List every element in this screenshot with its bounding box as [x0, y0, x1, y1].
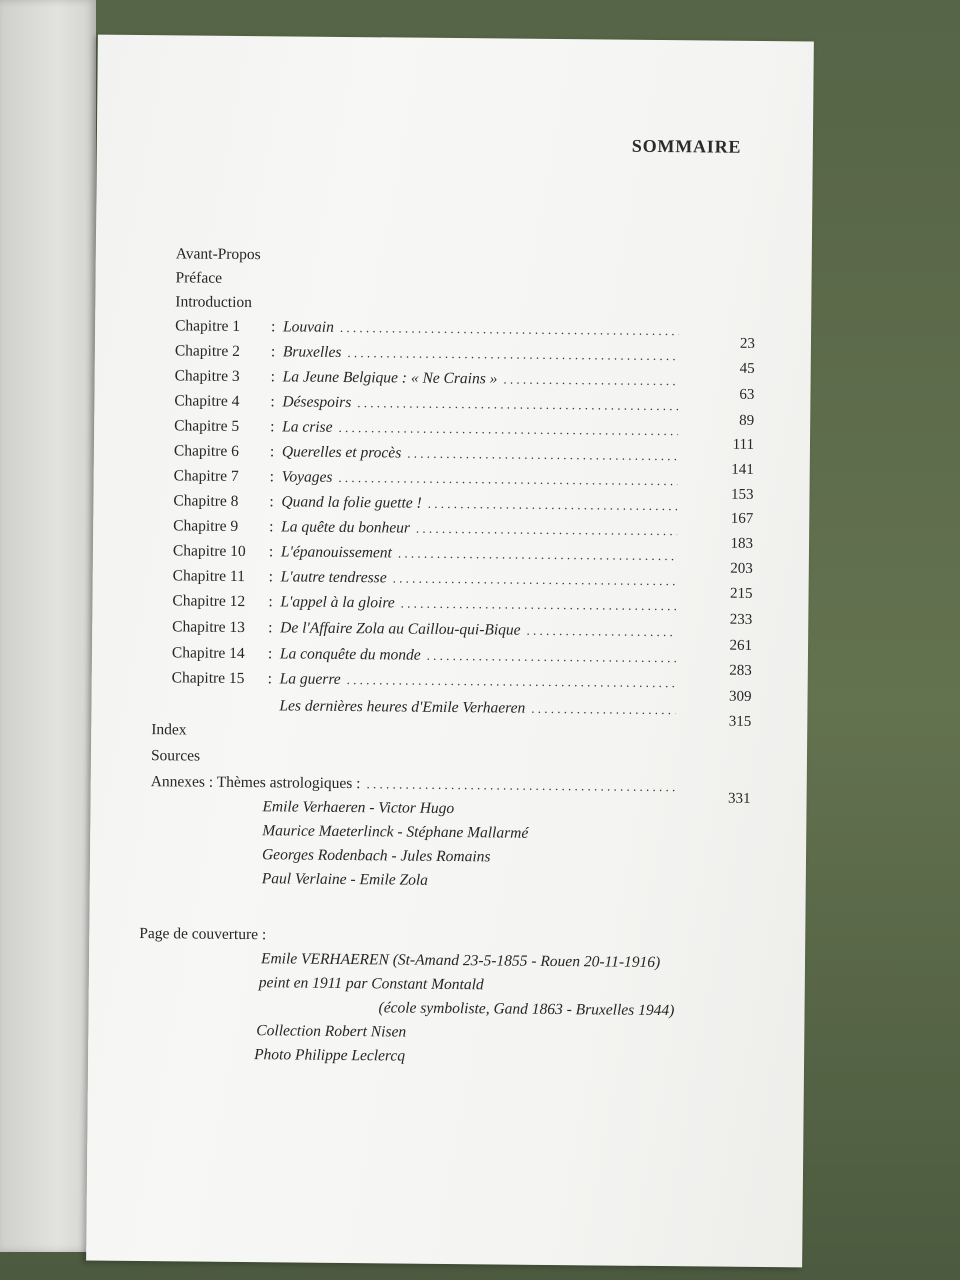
- front-matter-item: Préface: [175, 269, 223, 287]
- page-number: 63: [739, 386, 755, 403]
- cover-label: Page de couverture :: [139, 925, 267, 944]
- toc-entry: Chapitre 14 : La conquête du monde . . .: [172, 644, 682, 671]
- annexes-label: Annexes : Thèmes astrologiques :: [150, 773, 361, 793]
- epilogue-title: Les dernières heures d'Emile Verhaeren: [279, 697, 526, 717]
- contents-page: [86, 35, 814, 1268]
- chapter-title: L'épanouissement: [280, 543, 392, 562]
- annex-item: Maurice Maeterlinck - Stéphane Mallarmé: [262, 822, 529, 842]
- index-label: Index: [151, 721, 187, 739]
- page-number: 203: [730, 560, 753, 577]
- chapter-label: Chapitre 13: [172, 618, 246, 637]
- front-matter-item: Avant-Propos: [175, 245, 261, 264]
- page-number: 23: [739, 335, 756, 352]
- chapter-title: Louvain: [283, 318, 334, 336]
- dot-leader: [401, 596, 677, 615]
- annex-item: Georges Rodenbach - Jules Romains: [261, 846, 491, 866]
- chapter-label: Chapitre 8: [173, 492, 239, 510]
- dot-leader: [531, 701, 675, 718]
- page-number: 111: [732, 436, 755, 453]
- page-number: 89: [739, 412, 755, 429]
- chapter-title: Quand la folie guette !: [281, 493, 422, 512]
- dot-leader: [393, 570, 677, 589]
- chapter-title: La Jeune Belgique : « Ne Crains »: [282, 368, 498, 388]
- page-number: 233: [729, 611, 753, 628]
- chapter-label: Chapitre 4: [174, 392, 240, 410]
- page-number: 183: [730, 535, 754, 552]
- dot-leader: [503, 372, 678, 390]
- chapter-label: Chapitre 10: [172, 542, 246, 561]
- chapter-label: Chapitre 15: [171, 669, 245, 688]
- page-number: 153: [730, 486, 754, 503]
- cover-line: Emile VERHAEREN (St-Amand 23-5-1855 - Rouen 20-11-1916): [260, 950, 661, 972]
- toc-entry: Chapitre 1 : Louvain . . .: [175, 317, 685, 344]
- toc-entry: Chapitre 7 : Voyages . . .: [174, 467, 684, 494]
- page-number: 261: [729, 637, 753, 654]
- cover-line: Collection Robert Nisen: [256, 1022, 407, 1041]
- toc-entry: Chapitre 3 : La Jeune Belgique : « Ne Crains » . . .: [174, 367, 684, 394]
- chapter-label: Chapitre 11: [172, 567, 245, 586]
- cover-line: (école symboliste, Gand 1863 - Bruxelles 1944): [378, 999, 675, 1020]
- chapter-label: Chapitre 7: [173, 467, 239, 485]
- toc-entry: Chapitre 11 : L'autre tendresse . . .: [173, 567, 683, 594]
- chapter-label: Chapitre 12: [172, 592, 246, 611]
- toc-entry: Chapitre 13 : De l'Affaire Zola au Caillou-qui-Bique . . .: [172, 618, 682, 645]
- chapter-title: L'autre tendresse: [280, 568, 387, 587]
- page-number: 167: [730, 510, 754, 527]
- chapter-title: La crise: [282, 418, 333, 436]
- toc-entry: Chapitre 15 : La guerre . . .: [172, 669, 682, 696]
- dot-leader: [347, 345, 679, 364]
- chapter-title: De l'Affaire Zola au Caillou-qui-Bique: [280, 619, 521, 639]
- dot-leader: [366, 776, 674, 795]
- dot-leader: [338, 420, 678, 439]
- page-number: 283: [729, 662, 752, 679]
- chapter-title: Voyages: [281, 468, 333, 486]
- annex-item: Emile Verhaeren - Victor Hugo: [262, 798, 455, 818]
- chapter-title: La conquête du monde: [279, 645, 421, 664]
- dot-leader: [407, 446, 678, 465]
- dot-leader: [357, 395, 678, 414]
- toc-entry: Chapitre 4 : Désespoirs . . .: [174, 392, 684, 419]
- dot-leader: [338, 470, 677, 489]
- chapter-label: Chapitre 14: [171, 644, 245, 663]
- toc-entry-epilogue: [279, 697, 681, 723]
- chapter-title: Querelles et procès: [281, 443, 402, 462]
- page-number: 331: [728, 790, 751, 807]
- table-of-contents: [86, 35, 814, 1268]
- chapter-label: Chapitre 2: [174, 342, 240, 360]
- facing-page-edge: [0, 0, 96, 1252]
- chapter-label: Chapitre 6: [173, 442, 239, 460]
- chapter-title: L'appel à la gloire: [280, 593, 395, 612]
- dot-leader: [340, 320, 679, 339]
- toc-entry: Chapitre 9 : La quête du bonheur . . .: [173, 517, 683, 544]
- chapter-title: La guerre: [279, 670, 341, 688]
- cover-line: Photo Philippe Leclercq: [254, 1046, 406, 1065]
- page-number: 215: [729, 585, 753, 602]
- toc-entry: Chapitre 8 : Quand la folie guette ! . . .: [173, 492, 683, 519]
- dot-leader: [428, 496, 678, 514]
- dot-leader: [416, 521, 677, 540]
- chapter-title: La quête du bonheur: [281, 518, 410, 537]
- toc-entry: Chapitre 10 : L'épanouissement . . .: [173, 542, 683, 569]
- toc-entry-annexes: [151, 773, 681, 800]
- dot-leader: [347, 672, 676, 691]
- chapter-label: Chapitre 5: [174, 417, 240, 435]
- cover-line: peint en 1911 par Constant Montald: [258, 974, 484, 994]
- chapter-title: Bruxelles: [282, 343, 342, 361]
- dot-leader: [398, 545, 677, 564]
- annex-item: Paul Verlaine - Emile Zola: [261, 870, 429, 889]
- sources-label: Sources: [150, 747, 201, 765]
- toc-entry: Chapitre 12 : L'appel à la gloire . . .: [172, 592, 682, 619]
- chapter-label: Chapitre 9: [173, 517, 239, 535]
- page-number: 315: [728, 713, 752, 730]
- chapter-label: Chapitre 3: [174, 367, 240, 385]
- page-number: 141: [731, 461, 754, 478]
- chapter-label: Chapitre 1: [175, 317, 241, 335]
- front-matter-item: Introduction: [175, 293, 253, 312]
- page-number: 45: [739, 360, 755, 377]
- toc-entry: Chapitre 5 : La crise . . .: [174, 417, 684, 444]
- chapter-title: Désespoirs: [282, 393, 352, 412]
- page-title: SOMMAIRE: [631, 135, 742, 157]
- dot-leader: [527, 623, 677, 640]
- dot-leader: [427, 648, 676, 666]
- toc-entry: Chapitre 6 : Querelles et procès . . .: [174, 442, 684, 469]
- toc-entry: Chapitre 2 : Bruxelles . . .: [175, 342, 685, 369]
- page-number: 309: [728, 688, 752, 705]
